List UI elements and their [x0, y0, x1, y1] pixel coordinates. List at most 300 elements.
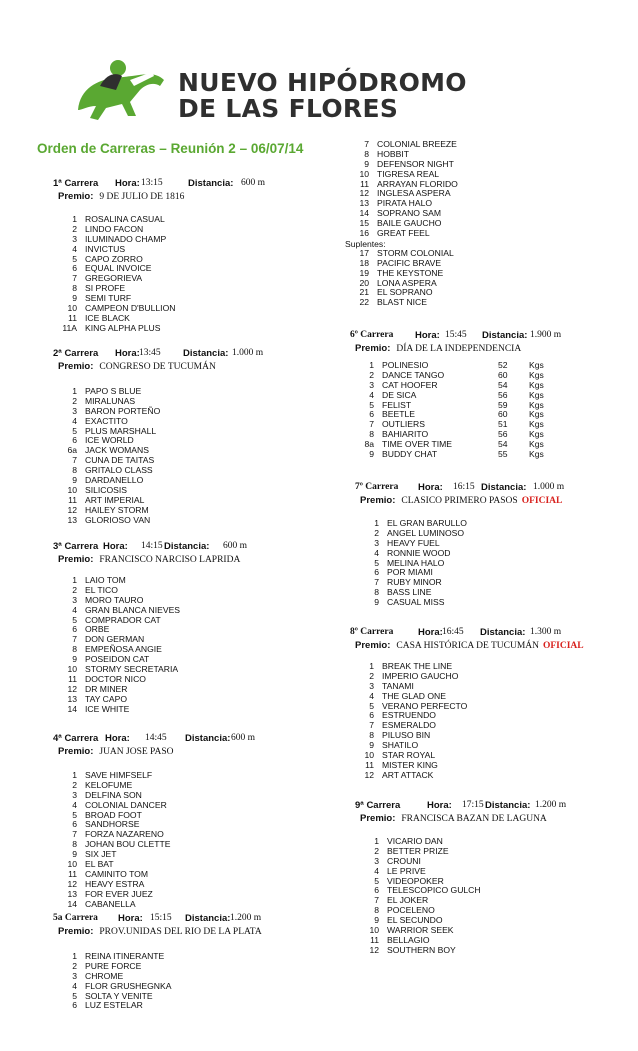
- horse-number: 8a: [364, 439, 374, 450]
- weight-unit: Kgs: [529, 409, 544, 420]
- premio: [355, 813, 635, 827]
- premio-value: JUAN JOSE PASO: [99, 747, 174, 757]
- horse-name: EL BAT: [85, 859, 114, 870]
- horse-number: 12: [67, 504, 77, 515]
- horse-name: ESTRUENDO: [382, 710, 436, 721]
- horse-number: 8: [374, 587, 379, 598]
- distancia-label: Distancia:: [185, 733, 231, 744]
- horse-number: 8: [369, 429, 374, 440]
- horse-number: 10: [67, 664, 77, 675]
- horse-number: 4: [72, 415, 77, 426]
- horse-number: 4: [369, 690, 374, 701]
- horse-name: EL GRAN BARULLO: [387, 518, 467, 528]
- horse-number: 11: [68, 868, 77, 879]
- horse-number: 2: [369, 670, 374, 681]
- hora-label: Hora:: [103, 541, 128, 552]
- horse-name: VIDEOPOKER: [387, 875, 444, 886]
- horse-number: 5: [374, 875, 379, 886]
- distancia-label: Distancia:: [185, 913, 231, 924]
- horse-number: 4: [369, 389, 374, 400]
- horse-name: FOR EVER JUEZ: [85, 888, 153, 899]
- race-header: [350, 330, 630, 343]
- horse-number: 10: [364, 750, 374, 761]
- horse-name: BAHIARITO: [382, 429, 429, 440]
- distancia-value: 1.200 m: [535, 800, 567, 810]
- horse-name: ICE WHITE: [85, 703, 130, 714]
- race-1: [53, 178, 333, 334]
- race-header: [355, 482, 635, 495]
- horse-number: 16: [359, 228, 369, 239]
- horse-name: GRAN BLANCA NIEVES: [85, 604, 181, 615]
- hora-value: 13:45: [139, 348, 161, 358]
- hora-label: Hora:: [118, 913, 143, 924]
- brand-line-2: DE LAS FLORES: [178, 94, 399, 123]
- horse-name: GREAT FEEL: [377, 228, 430, 239]
- horse-row: [53, 516, 333, 526]
- hora-value: 17:15: [462, 800, 484, 810]
- distancia-value: 1.000 m: [232, 348, 264, 358]
- horse-number: 8: [72, 644, 77, 655]
- horse-row: [345, 229, 625, 239]
- horse-name: VERANO PERFECTO: [382, 700, 468, 711]
- horse-name: LUZ ESTELAR: [85, 1000, 143, 1011]
- horse-name: OUTLIERS: [382, 419, 425, 430]
- horse-name: THE KEYSTONE: [377, 267, 444, 278]
- horse-number: 1: [72, 770, 77, 780]
- horse-row: [53, 324, 333, 334]
- horse-number: 2: [369, 369, 374, 380]
- horse-number: 3: [374, 537, 379, 548]
- horse-name: BUDDY CHAT: [382, 449, 438, 460]
- premio-value: FRANCISCA BAZAN DE LAGUNA: [401, 814, 547, 824]
- horse-list: [355, 837, 635, 956]
- horse-weight: 60: [498, 409, 508, 420]
- horse-name: CABANELLA: [85, 898, 136, 909]
- horse-number: 6: [369, 409, 374, 420]
- race-5: [53, 913, 333, 1011]
- race-header: [53, 348, 333, 361]
- premio: [53, 926, 333, 940]
- horse-number: 6: [374, 885, 379, 896]
- horse-number: 8: [72, 283, 77, 294]
- horse-number: 5: [374, 557, 379, 568]
- distancia-value: 600 m: [231, 733, 256, 743]
- premio-label: Premio:: [360, 495, 396, 506]
- premio-value: CLASICO PRIMERO PASOS: [401, 496, 518, 506]
- horse-name: FORZA NAZARENO: [85, 829, 164, 840]
- horse-weight: 54: [498, 379, 508, 390]
- premio: [53, 554, 333, 568]
- horse-name: ORBE: [85, 624, 110, 635]
- horse-number: 6: [72, 435, 77, 446]
- horse-name: ICE BLACK: [85, 312, 130, 323]
- horse-name: LAIO TOM: [85, 575, 126, 585]
- distancia-label: Distancia:: [188, 178, 234, 189]
- horse-number: 12: [369, 944, 379, 955]
- premio-value: PROV.UNIDAS DEL RIO DE LA PLATA: [99, 927, 262, 937]
- horse-name: SOLTA Y VENITE: [85, 990, 153, 1001]
- horse-name: INGLESA ASPERA: [377, 188, 451, 199]
- horse-number: 6a: [67, 445, 77, 456]
- horse-number: 13: [359, 198, 369, 209]
- horse-number: 1: [72, 214, 77, 224]
- horse-weight: 60: [498, 369, 508, 380]
- horse-number: 4: [374, 865, 379, 876]
- horse-name: SOPRANO SAM: [377, 208, 441, 219]
- race-name: 3ª Carrera: [53, 541, 99, 552]
- horse-number: 6: [369, 710, 374, 721]
- horse-name: JACK WOMANS: [85, 445, 149, 456]
- horse-name: POSEIDON CAT: [85, 654, 150, 665]
- hora-value: 15:15: [150, 913, 172, 923]
- horse-number: 9: [72, 475, 77, 486]
- race-name: 9ª Carrera: [355, 800, 401, 811]
- race-header: [350, 627, 630, 640]
- horse-number: 2: [72, 223, 77, 234]
- horse-weight: 56: [498, 429, 508, 440]
- horse-number: 3: [72, 405, 77, 416]
- horse-row: [53, 900, 333, 910]
- premio-label: Premio:: [58, 191, 94, 202]
- premio-value: DÍA DE LA INDEPENDENCIA: [396, 344, 522, 354]
- distancia-value: 1.200 m: [230, 913, 262, 923]
- race-5-continued: [345, 140, 625, 308]
- horse-number: 4: [72, 799, 77, 810]
- horse-name: BARON PORTEÑO: [85, 405, 161, 416]
- race-name: 7º Carrera: [355, 482, 399, 492]
- horse-name: COLONIAL BREEZE: [377, 139, 457, 149]
- horse-name: PACIFIC BRAVE: [377, 257, 442, 268]
- horse-name: DEFENSOR NIGHT: [377, 158, 454, 169]
- horse-name: PAPO S BLUE: [85, 386, 142, 396]
- horse-name: TANAMI: [382, 680, 414, 691]
- horse-name: EXACTITO: [85, 415, 128, 426]
- hora-value: 16:15: [453, 482, 475, 492]
- horse-number: 11: [365, 759, 374, 770]
- horse-name: CAMINITO TOM: [85, 868, 149, 879]
- horse-name: FLOR GRUSHEGNKA: [85, 980, 172, 991]
- weight-unit: Kgs: [529, 369, 544, 380]
- horse-name: COMPRADOR CAT: [85, 614, 161, 625]
- horse-name: MELINA HALO: [387, 557, 445, 568]
- horse-name: HAILEY STORM: [85, 504, 149, 515]
- horse-number: 6: [374, 567, 379, 578]
- page-title: Orden de Carreras – Reunión 2 – 06/07/14: [37, 141, 304, 156]
- horse-number: 11: [68, 673, 77, 684]
- race-header: [53, 541, 333, 554]
- oficial-badge: OFICIAL: [542, 641, 584, 651]
- horse-number: 5: [72, 809, 77, 820]
- race-7: [355, 482, 635, 608]
- brand-name: [178, 70, 467, 122]
- race-header: [53, 913, 333, 926]
- horse-name: STAR ROYAL: [382, 750, 436, 761]
- premio-value: FRANCISCO NARCISO LAPRIDA: [99, 555, 241, 565]
- horse-weight: 51: [498, 419, 508, 430]
- race-6: [350, 330, 630, 460]
- horse-number: 10: [67, 859, 77, 870]
- horse-number: 11: [68, 494, 77, 505]
- horse-number: 7: [374, 895, 379, 906]
- horse-number: 3: [72, 594, 77, 605]
- horse-name: THE GLAD ONE: [382, 690, 446, 701]
- horse-number: 2: [72, 395, 77, 406]
- horse-number: 3: [374, 855, 379, 866]
- distancia-value: 600 m: [223, 541, 248, 551]
- horse-name: LONA ASPERA: [377, 277, 437, 288]
- horse-number: 9: [72, 849, 77, 860]
- horse-weight: 55: [498, 449, 508, 460]
- horse-name: DELFINA SON: [85, 789, 142, 800]
- weight-unit: Kgs: [529, 449, 544, 460]
- horse-number: 7: [364, 139, 369, 149]
- horse-number: 5: [72, 425, 77, 436]
- horse-number: 6: [72, 263, 77, 274]
- horse-name: RONNIE WOOD: [387, 547, 451, 558]
- horse-number: 8: [369, 730, 374, 741]
- weight-unit: Kgs: [529, 389, 544, 400]
- horse-name: HEAVY FUEL: [387, 537, 440, 548]
- horse-name: EL SOPRANO: [377, 287, 433, 298]
- horse-name: BROAD FOOT: [85, 809, 142, 820]
- horse-name: EL TICO: [85, 584, 118, 595]
- horse-list: [53, 576, 333, 714]
- horse-number: 7: [72, 829, 77, 840]
- horse-number: 22: [359, 297, 369, 308]
- horse-number: 21: [359, 287, 369, 298]
- horse-number: 5: [369, 700, 374, 711]
- horse-name: TAY CAPO: [85, 693, 128, 704]
- horse-number: 11A: [62, 322, 77, 333]
- horse-number: 12: [67, 878, 77, 889]
- horse-number: 7: [369, 720, 374, 731]
- horse-number: 5: [369, 399, 374, 410]
- race-3: [53, 541, 333, 714]
- horse-name: SILICOSIS: [85, 484, 128, 495]
- hora-value: 13:15: [141, 178, 163, 188]
- horse-list: [53, 952, 333, 1011]
- horse-number: 14: [67, 703, 77, 714]
- distancia-value: 1.000 m: [533, 482, 565, 492]
- horse-row: [53, 1001, 333, 1011]
- horse-number: 5: [72, 614, 77, 625]
- horse-name: CAMPEON D'BULLION: [85, 303, 176, 314]
- horse-number: 6: [72, 819, 77, 830]
- hora-label: Hora:: [105, 733, 130, 744]
- premio-label: Premio:: [355, 343, 391, 354]
- horse-number: 2: [72, 584, 77, 595]
- horse-name: PILUSO BIN: [382, 730, 431, 741]
- race-name: 4ª Carrera: [53, 733, 99, 744]
- horse-number: 8: [364, 148, 369, 159]
- horse-weight: 59: [498, 399, 508, 410]
- horse-number: 7: [72, 634, 77, 645]
- horse-name: ICE WORLD: [85, 435, 134, 446]
- horse-name: INVICTUS: [85, 243, 126, 254]
- horse-number: 3: [72, 233, 77, 244]
- horse-number: 19: [359, 267, 369, 278]
- horse-name: DR MINER: [85, 683, 128, 694]
- premio-value: CONGRESO DE TUCUMÁN: [99, 362, 216, 372]
- horse-name: SOUTHERN BOY: [387, 944, 456, 955]
- horse-name: POR MIAMI: [387, 567, 433, 578]
- horse-name: STORM COLONIAL: [377, 247, 454, 258]
- horse-name: LE PRIVE: [387, 865, 426, 876]
- weight-unit: Kgs: [529, 419, 544, 430]
- horse-number: 3: [369, 379, 374, 390]
- distancia-label: Distancia:: [485, 800, 531, 811]
- horse-name: HOBBIT: [377, 148, 409, 159]
- horse-name: KELOFUME: [85, 779, 133, 790]
- horse-name: HEAVY ESTRA: [85, 878, 145, 889]
- horse-number: 3: [72, 789, 77, 800]
- horse-name: ILUMINADO CHAMP: [85, 233, 167, 244]
- horse-number: 1: [72, 951, 77, 961]
- horse-number: 5: [72, 253, 77, 264]
- premio-label: Premio:: [58, 554, 94, 565]
- premio: [53, 746, 333, 760]
- premio: [53, 191, 333, 205]
- horse-number: 7: [72, 455, 77, 466]
- horse-name: CHROME: [85, 970, 124, 981]
- horse-name: WARRIOR SEEK: [387, 925, 454, 936]
- horse-name: EMPEÑOSA ANGIE: [85, 644, 162, 655]
- premio: [355, 495, 635, 509]
- premio-value: 9 DE JULIO DE 1816: [99, 192, 185, 202]
- horse-name: GREGORIEVA: [85, 273, 143, 284]
- distancia-value: 1.900 m: [530, 330, 562, 340]
- horse-list: [345, 140, 625, 239]
- horse-name: CROUNI: [387, 855, 421, 866]
- distancia-value: 1.300 m: [530, 627, 562, 637]
- weight-unit: Kgs: [529, 360, 544, 370]
- race-2: [53, 348, 333, 525]
- horse-name: ANGEL LUMINOSO: [387, 527, 465, 538]
- premio-label: Premio:: [58, 746, 94, 757]
- horse-name: SI PROFE: [85, 283, 126, 294]
- horse-number: 10: [67, 484, 77, 495]
- horse-name: GRITALO CLASS: [85, 465, 153, 476]
- horse-name: COLONIAL DANCER: [85, 799, 167, 810]
- hora-label: Hora:: [418, 482, 443, 493]
- horse-name: SHATILO: [382, 740, 419, 751]
- race-header: [355, 800, 635, 813]
- horse-number: 6: [72, 624, 77, 635]
- horse-weight: 56: [498, 389, 508, 400]
- premio-label: Premio:: [360, 813, 396, 824]
- premio: [350, 640, 630, 654]
- horse-name: BEETLE: [382, 409, 415, 420]
- horse-name: BASS LINE: [387, 587, 432, 598]
- horse-name: EL SECUNDO: [387, 915, 443, 926]
- horse-name: KING ALPHA PLUS: [85, 322, 161, 333]
- horse-list: [355, 519, 635, 608]
- hora-label: Hora:: [427, 800, 452, 811]
- race-name: 5a Carrera: [53, 913, 98, 923]
- horse-row: [53, 705, 333, 715]
- horse-name: TELESCOPICO GULCH: [387, 885, 481, 896]
- horse-number: 9: [374, 915, 379, 926]
- horse-name: POCELENO: [387, 905, 435, 916]
- hora-label: Hora:: [418, 627, 443, 638]
- race-name: 1ª Carrera: [53, 178, 99, 189]
- horse-name: MISTER KING: [382, 759, 438, 770]
- horse-number: 13: [67, 514, 77, 525]
- weight-unit: Kgs: [529, 399, 544, 410]
- horse-name: DARDANELLO: [85, 475, 144, 486]
- horse-name: MIRALUNAS: [85, 395, 136, 406]
- horse-jockey-icon: [78, 60, 164, 120]
- horse-number: 9: [364, 158, 369, 169]
- horse-number: 11: [360, 178, 369, 189]
- horse-name: DOCTOR NICO: [85, 673, 146, 684]
- hora-label: Hora:: [415, 330, 440, 341]
- horse-number: 13: [67, 693, 77, 704]
- brand-line-1: NUEVO HIPÓDROMO: [178, 68, 467, 97]
- premio: [350, 343, 630, 357]
- horse-name: CAT HOOFER: [382, 379, 438, 390]
- horse-number: 2: [72, 779, 77, 790]
- distancia-label: Distancia:: [482, 330, 528, 341]
- weight-unit: Kgs: [529, 439, 544, 450]
- horse-number: 18: [359, 257, 369, 268]
- horse-list: [53, 215, 333, 334]
- oficial-badge: OFICIAL: [521, 496, 563, 506]
- horse-number: 10: [369, 925, 379, 936]
- horse-number: 6: [72, 1000, 77, 1011]
- horse-name: SANDHORSE: [85, 819, 140, 830]
- hora-label: Hora:: [115, 348, 140, 359]
- horse-name: REINA ITINERANTE: [85, 951, 165, 961]
- horse-number: 4: [72, 243, 77, 254]
- horse-name: SIX JET: [85, 849, 117, 860]
- horse-name: IMPERIO GAUCHO: [382, 670, 459, 681]
- horse-name: EQUAL INVOICE: [85, 263, 152, 274]
- distancia-label: Distancia:: [164, 541, 210, 552]
- horse-name: ART ATTACK: [382, 769, 434, 780]
- hora-label: Hora:: [115, 178, 140, 189]
- horse-number: 1: [369, 661, 374, 671]
- horse-name: BELLAGIO: [387, 934, 430, 945]
- horse-number: 1: [72, 386, 77, 396]
- race-4: [53, 733, 333, 909]
- hora-value: 14:15: [141, 541, 163, 551]
- horse-number: 9: [369, 740, 374, 751]
- horse-name: LINDO FACON: [85, 223, 144, 234]
- hora-value: 16:45: [442, 627, 464, 637]
- hora-value: 15:45: [445, 330, 467, 340]
- horse-number: 13: [67, 888, 77, 899]
- hora-value: 14:45: [145, 733, 167, 743]
- horse-name: PURE FORCE: [85, 960, 142, 971]
- horse-name: SEMI TURF: [85, 293, 132, 304]
- horse-number: 7: [374, 577, 379, 588]
- horse-number: 14: [67, 898, 77, 909]
- horse-name: CASUAL MISS: [387, 597, 445, 608]
- distancia-label: Distancia:: [183, 348, 229, 359]
- horse-number: 1: [369, 360, 374, 370]
- horse-name: RUBY MINOR: [387, 577, 442, 588]
- horse-name: ARRAYAN FLORIDO: [377, 178, 458, 189]
- suplentes-label: Suplentes:: [345, 238, 386, 249]
- horse-row: [355, 946, 635, 956]
- horse-name: SAVE HIMFSELF: [85, 770, 153, 780]
- horse-number: 1: [72, 575, 77, 585]
- race-name: 6º Carrera: [350, 330, 394, 340]
- horse-number: 4: [72, 980, 77, 991]
- horse-number: 12: [359, 188, 369, 199]
- horse-name: BETTER PRIZE: [387, 845, 449, 856]
